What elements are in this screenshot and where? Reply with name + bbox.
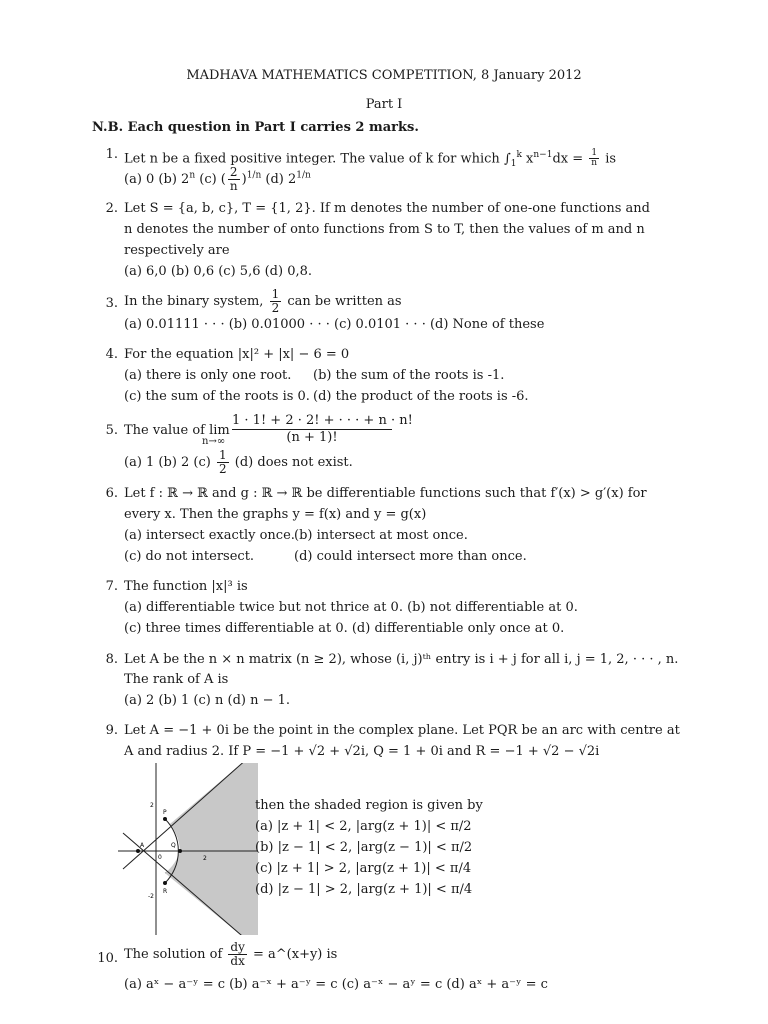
- label-a: A: [140, 842, 145, 849]
- question-2-line-2: n denotes the number of onto functions from S to T, then the values of m and n: [124, 222, 645, 237]
- question-number: 6.: [105, 486, 118, 501]
- question-2-options: (a) 6,0 (b) 0,6 (c) 5,6 (d) 0,8.: [124, 264, 313, 279]
- question-5-fraction: 1 · 1! + 2 · 2! + · · · + n · n! (n + 1)!: [232, 413, 413, 445]
- question-5-options: (a) 1 (b) 2 (c) $\frac{1}{2}$ (d) does not exist.: [124, 448, 353, 476]
- question-number: 8.: [105, 652, 118, 667]
- label-p: P: [163, 809, 167, 816]
- question-10-options: (a) aˣ − a⁻ʸ = c (b) a⁻ˣ + a⁻ʸ = c (c) a⁻ˣ − aʸ = c (d) aˣ + a⁻ʸ = c: [124, 977, 548, 992]
- question-number: 3.: [105, 296, 118, 311]
- question-4-option-a: (a) there is only one root.: [124, 368, 292, 383]
- page-title: MADHAVA MATHEMATICS COMPETITION, 8 January 2012: [186, 68, 582, 83]
- label-y-2: 2: [150, 802, 154, 809]
- complex-plane-figure: [118, 763, 258, 935]
- label-x-2: 2: [203, 855, 207, 862]
- question-4-option-c: (c) the sum of the roots is 0.: [124, 389, 310, 404]
- question-number: 9.: [105, 723, 118, 738]
- question-2-line-1: Let S = {a, b, c}, T = {1, 2}. If m denotes the number of one-one functions and: [124, 201, 650, 216]
- question-number: 5.: [105, 423, 118, 438]
- question-7-options-1: (a) differentiable twice but not thrice at 0. (b) not differentiable at 0.: [124, 600, 578, 615]
- question-6-line-2: every x. Then the graphs y = f(x) and y = g(x): [124, 507, 427, 522]
- point-p: [163, 817, 167, 821]
- question-8-line-2: The rank of A is: [124, 672, 229, 687]
- question-4-text: For the equation |x|² + |x| − 6 = 0: [124, 347, 350, 362]
- point-a: [136, 849, 140, 853]
- question-9-option-c: (c) |z + 1| > 2, |arg(z + 1)| < π/4: [255, 861, 472, 876]
- question-9-option-a: (a) |z + 1| < 2, |arg(z + 1)| < π/2: [255, 819, 472, 834]
- question-3-text: In the binary system, $\frac{1}{2}$ can be written as: [124, 287, 402, 315]
- question-6-option-a: (a) intersect exactly once.: [124, 528, 295, 543]
- question-number: 10.: [97, 951, 118, 966]
- question-4-option-d: (d) the product of the roots is -6.: [313, 389, 529, 404]
- question-6-option-b: (b) intersect at most once.: [294, 528, 468, 543]
- point-r: [163, 881, 167, 885]
- question-7-options-2: (c) three times differentiable at 0. (d) differentiable only once at 0.: [124, 621, 565, 636]
- question-number: 7.: [105, 579, 118, 594]
- question-6-line-1: Let f : ℝ → ℝ and g : ℝ → ℝ be differentiable functions such that f′(x) > g′(x) for: [124, 486, 647, 501]
- question-number: 2.: [105, 201, 118, 216]
- question-8-options: (a) 2 (b) 1 (c) n (d) n − 1.: [124, 693, 291, 708]
- question-number: 1.: [105, 147, 118, 162]
- question-1-text: Let n be a fixed positive integer. The value of k for which $\int_1^k$ $x^{n-1}dx$ = $\frac{1}{n}$ is: [124, 148, 617, 169]
- question-6-option-d: (d) could intersect more than once.: [294, 549, 527, 564]
- question-6-option-c: (c) do not intersect.: [124, 549, 255, 564]
- label-r: R: [163, 888, 168, 895]
- question-3-options: (a) 0.01111 · · · (b) 0.01000 · · · (c) 0.0101 · · · (d) None of these: [124, 317, 545, 332]
- question-10-text: The solution of $\frac{dy}{dx}$ = a^(x+y) is: [124, 940, 338, 968]
- question-1-options: (a) 0 (b) 2$^n$ (c) ( $\frac{2}{n}$ )$^{1/n}$ (d) $2^{1/n}$: [124, 165, 311, 193]
- label-y-minus-2: -2: [148, 893, 154, 900]
- question-9-line-2: A and radius 2. If P = −1 + √2 + √2i, Q = 1 + 0i and R = −1 + √2 − √2i: [124, 744, 600, 759]
- question-9-line-1: Let A = −1 + 0i be the point in the complex plane. Let PQR be an arc with centre at: [124, 723, 680, 738]
- label-origin: 0: [158, 854, 162, 861]
- question-8-line-1: Let A be the n × n matrix (n ≥ 2), whose (i, j)ᵗʰ entry is i + j for all i, j = 1, 2, · · · , n.: [124, 652, 679, 667]
- point-q: [178, 849, 182, 853]
- question-number: 4.: [105, 347, 118, 362]
- question-9-option-d: (d) |z − 1| > 2, |arg(z + 1)| < π/4: [255, 882, 473, 897]
- part-heading: Part I: [365, 97, 403, 112]
- question-9-option-b: (b) |z − 1| < 2, |arg(z − 1)| < π/2: [255, 840, 473, 855]
- question-4-option-b: (b) the sum of the roots is -1.: [313, 368, 505, 383]
- question-5-lead: The value of lim: [124, 423, 230, 438]
- label-q: Q: [171, 842, 176, 849]
- question-2-line-3: respectively are: [124, 243, 230, 258]
- question-7-text: The function |x|³ is: [124, 579, 248, 594]
- marks-note: N.B. Each question in Part I carries 2 marks.: [92, 120, 419, 135]
- question-9-intro: then the shaded region is given by: [255, 798, 483, 813]
- limit-subscript: n→∞: [202, 436, 226, 447]
